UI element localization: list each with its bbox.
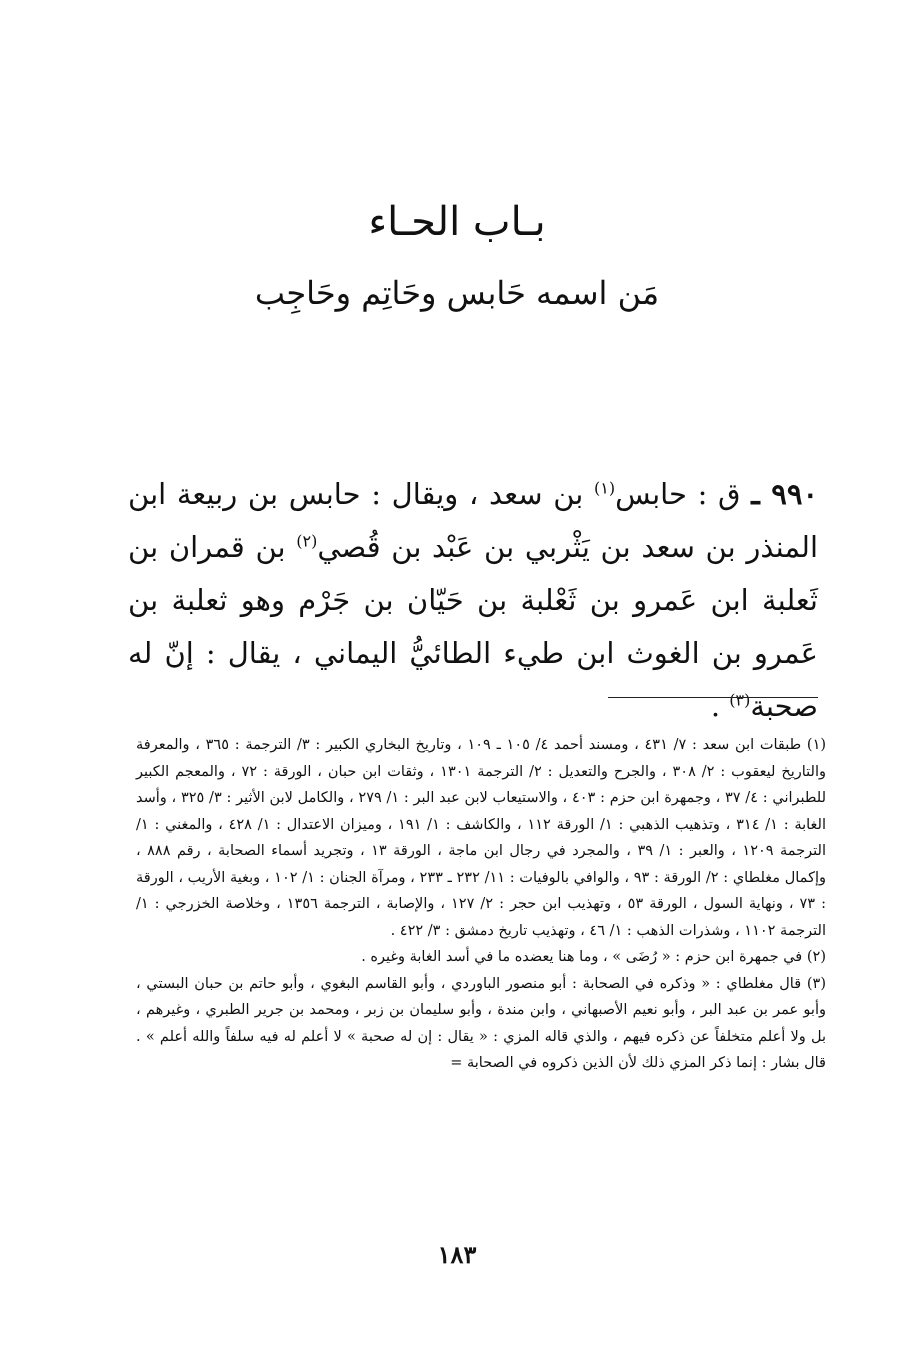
footnote-text: طبقات ابن سعد : ٧/ ٤٣١ ، ومسند أحمد ٤/ ١٠٥ ـ ١٠٩ ، وتاريخ البخاري الكبير : ٣/ الترجمة : ٣٦٥ ، والمعرفة والتاريخ ليعقوب : ٢/ ٣٠٨ ، والجرح والتعديل : ٢/ الترجمة ١٣٠١ ، وثقات ابن حبان ، الورقة : ٧٢ ، والمعجم الكبير للطبراني : ٤/ ٣٧ ، وجمهرة ابن حزم : ٤٠٣ ، والاستيعاب لابن عبد البر : ١/ ٢٧٩ ، والكامل لابن الأثير : ٣/ ٣٢٥ ، وأسد الغابة : ١/ ٣١٤ ، وتذهيب الذهبي : ١/ الورقة ١١٢ ، والكاشف : ١/ ١٩١ ، وميزان الاعتدال : ١/ ٤٢٨ ، والمغني : ١/ الترجمة ١٢٠٩ ، والعبر : ١/ ٣٩ ، والمجرد في رجال ابن ماجة ، الورقة ١٣ ، وتجريد أسماء الصحابة ، رقم ٨٨٨ ، وإكمال مغلطاي : ٢/ الورقة : ٩٣ ، والوافي بالوفيات : ١١/ ٢٣٢ ـ ٢٣٣ ، ومرآة الجنان : ١/ ١٠٢ ، وبغية الأريب ، الورقة : ٧٣ ، ونهاية السول ، الورقة ٥٣ ، وتهذيب ابن حجر : ٢/ ١٢٧ ، والإصابة ، الترجمة ١٣٥٦ ، وخلاصة الخزرجي : ١/ الترجمة ١١٠٢ ، وشذرات الذهب : ١/ ٤٦ ، وتهذيب تاريخ دمشق : ٣/ ٤٢٢ . xyxy=(136,737,827,939)
footnote-3 xyxy=(136,971,826,1077)
footnote-ref-3: (٣) xyxy=(729,690,751,710)
chapter-title: بـاب الحـاء xyxy=(368,199,546,245)
footnote-separator xyxy=(608,697,818,698)
page-number: ١٨٣ xyxy=(437,1240,477,1269)
footnote-2 xyxy=(136,944,826,971)
entry-text-part2: بن سعد ، ويقال : حابس بن ربيعة ابن المنذر بن سعد بن يَثْربي بن عَبْد بن قُصي xyxy=(128,477,818,564)
entry-text-part1: ق : حابس xyxy=(615,477,741,511)
entry-text-part3: بن قمران بن ثَعلبة ابن عَمرو بن ثَعْلبة بن حَيّان بن جَرْم وهو ثعلبة بن عَمرو بن الغوث ابن طيء الطائيُّ اليماني ، يقال : إنّ له صحبة xyxy=(128,530,818,723)
footnote-number: (٣) xyxy=(806,975,826,992)
footnote-text: قال مغلطاي : « وذكره في الصحابة : أبو منصور الباوردي ، وأبو القاسم البغوي ، وأبو حاتم بن حبان البستي ، وأبو عمر بن عبد البر ، وأبو نعيم الأصبهاني ، وابن مندة ، وأبو سليمان بن زبر ، ومحمد بن جرير الطبري ، وغيرهم ، بل ولا أعلم متخلفاً عن ذكره فيهم ، والذي قاله المزي : « يقال : إن له صحبة » لا أعلم له فيه سلفاً والله أعلم » . قال بشار : إنما ذكر المزي ذلك لأن الذين ذكروه في الصحابة = xyxy=(136,975,826,1071)
footnote-ref-1: (١) xyxy=(594,478,616,498)
footnote-1 xyxy=(136,732,826,944)
entry-number: ٩٩٠ ـ xyxy=(751,477,819,511)
footnote-number: (١) xyxy=(806,737,827,753)
entry-paragraph xyxy=(128,468,818,733)
footnote-text: في جمهرة ابن حزم : « رُضَى » ، وما هنا يعضده ما في أسد الغابة وغيره . xyxy=(361,949,803,965)
footnote-ref-2: (٢) xyxy=(296,531,318,551)
entry-text-end: . xyxy=(710,689,721,723)
chapter-subtitle: مَن اسمه حَابس وحَاتِم وحَاجِب xyxy=(254,274,660,312)
footnote-number: (٢) xyxy=(806,949,826,965)
footnotes-section xyxy=(136,732,826,1077)
